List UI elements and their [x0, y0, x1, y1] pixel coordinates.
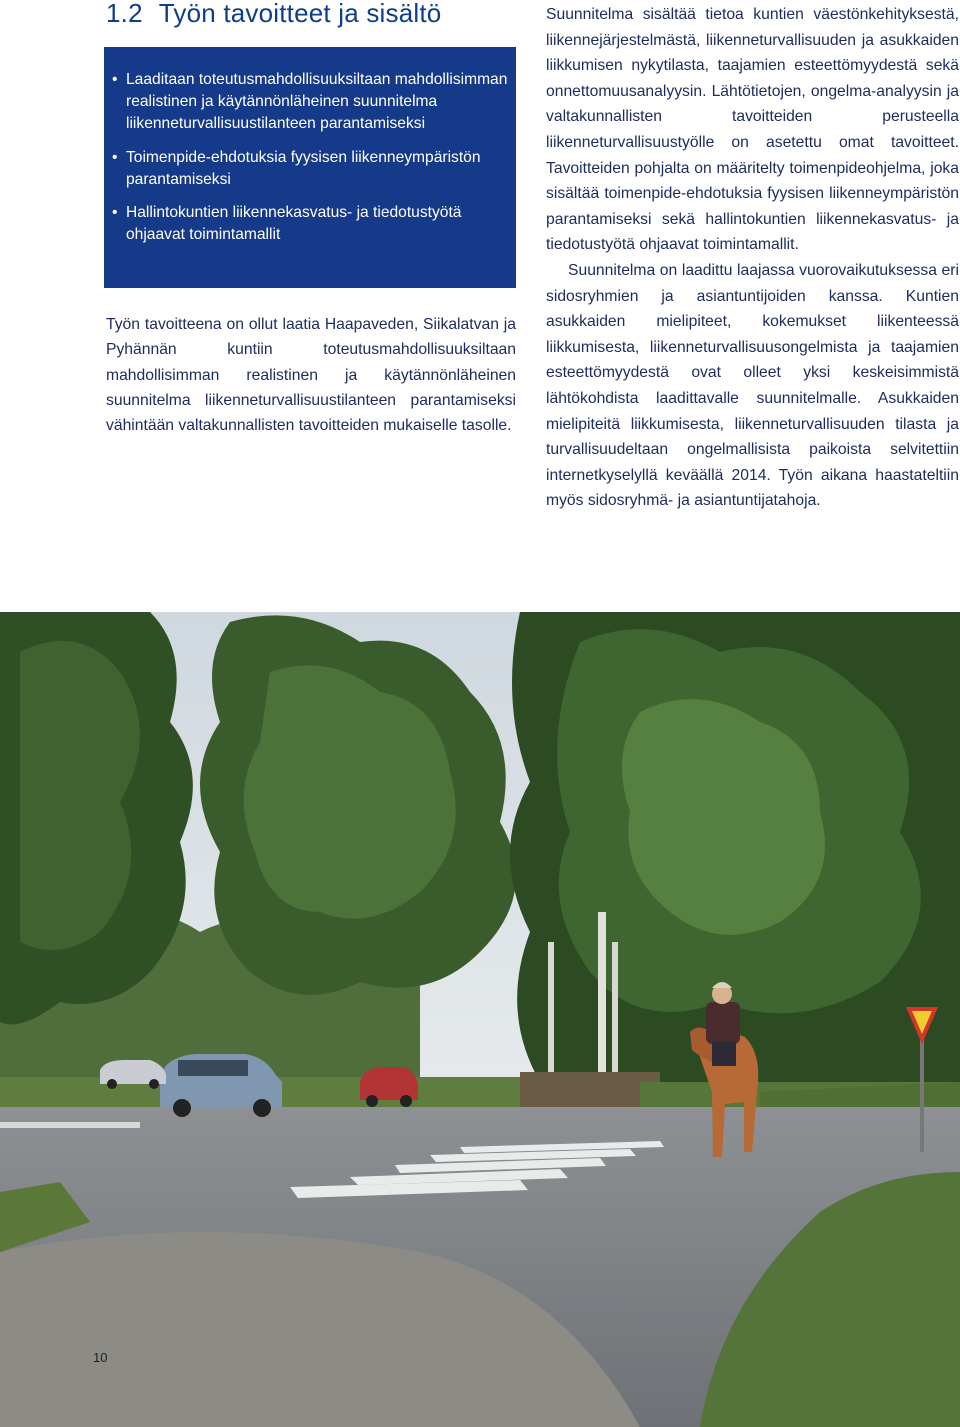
goals-list — [104, 47, 516, 246]
paragraph: Suunnitelma sisältää tietoa kuntien väestönkehityksestä, liikennejärjestelmästä, liikenneturvallisuuden ja asukkaiden liikkumisen nykytilasta, taajamien esteettömyydestä sekä onnettomuusanalyysin. Lähtötietojen, ongelma-analyysin ja valtakunnallisten tavoitteiden perusteella liikenneturvallisuustyölle on asetettu omat tavoitteet. Tavoitteiden pohjalta on määritelty toimenpideohjelma, joka sisältää toimenpide-ehdotuksia fyysisen liikenneympäristön parantamiseksi sekä hallintokuntien liikennekasvatus- ja tiedotustyötä ohjaavat toimintamallit. — [546, 6, 959, 254]
section-title: Työn tavoitteet ja sisältö — [158, 0, 442, 28]
section-number: 1.2 — [106, 0, 143, 28]
page-number: 10 — [93, 1350, 108, 1365]
bullet-icon: • — [112, 204, 118, 221]
list-item: • Laaditaan toteutusmahdollisuuksiltaan mahdollisimman realistinen ja käytännönläheinen suunnitelma liikenneturvallisuustilanteen parantamiseksi — [112, 71, 508, 132]
list-item: • Hallintokuntien liikennekasvatus- ja tiedotustyötä ohjaavat toimintamallit — [112, 204, 462, 243]
bullet-icon: • — [112, 71, 118, 88]
list-item: • Toimenpide-ehdotuksia fyysisen liikenneympäristön parantamiseksi — [112, 148, 481, 188]
photo-rider-at-crosswalk — [0, 612, 960, 1427]
bullet-icon: • — [112, 148, 118, 166]
section-heading — [106, 0, 441, 30]
left-paragraph: Työn tavoitteena on ollut laatia Haapaveden, Siikalatvan ja Pyhännän kuntiin toteutusmahdollisuuksiltaan mahdollisimman realistinen ja käytännönläheinen suunnitelma liikenneturvallisuustilanteen parantamiseksi vähintään valtakunnallisten tavoitteiden mukaiselle tasolle. — [106, 316, 516, 435]
highlight-box — [104, 47, 516, 288]
right-column — [546, 2, 959, 514]
paragraph: Suunnitelma on laadittu laajassa vuorovaikutuksessa eri sidosryhmien ja asiantuntijoiden kanssa. Kuntien asukkaiden mielipiteet, kokemukset liikenteessä liikkumisesta, liikenneturvallisuusongelmista ja taajamien esteettömyydestä ovat olleet yksi keskeisimmistä lähtökohdista laadittavalle suunnitelmalle. Asukkaiden mielipiteitä liikkumisesta, liikenneturvallisuuden tilasta ja turvallisuudeltaan ongelmallisista paikoista selvitettiin internetkyselyllä keväällä 2014. Työn aikana haastateltiin myös sidosryhmä- ja asiantuntijatahoja. — [546, 261, 959, 510]
